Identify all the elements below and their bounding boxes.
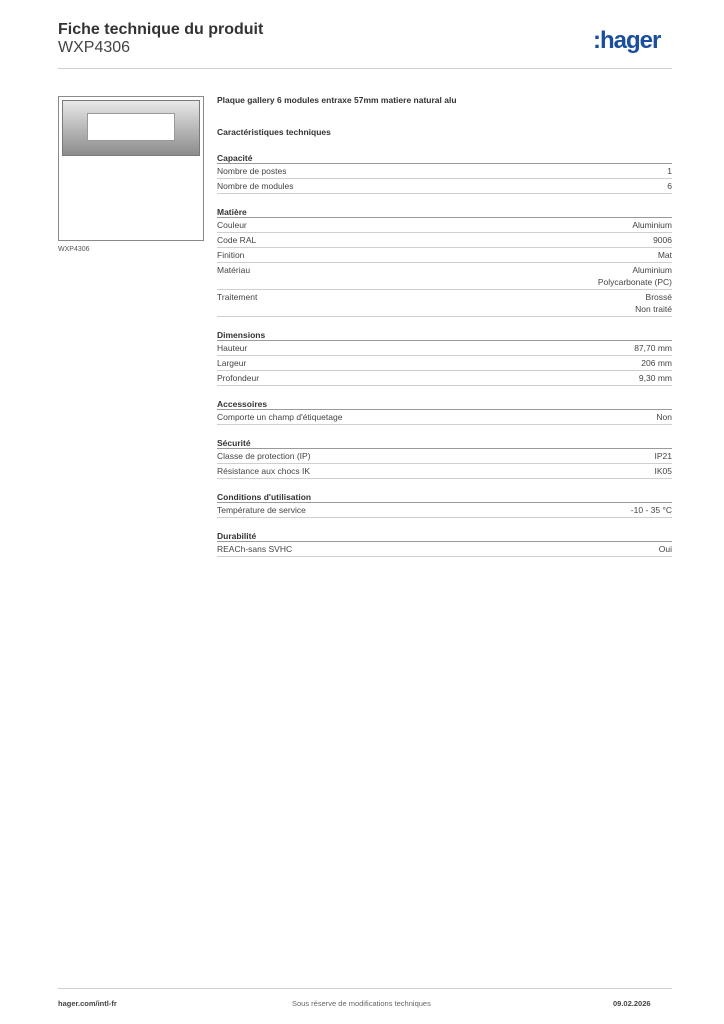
spec-value: Aluminium [632,220,672,230]
section-spacer [217,317,672,329]
header-divider [58,68,672,69]
spec-label: Classe de protection (IP) [217,451,311,461]
product-code: WXP4306 [58,39,131,56]
plate-opening [87,113,175,141]
characteristics-heading: Caractéristiques techniques [217,127,331,137]
spec-section [217,491,672,530]
spec-value: IK05 [654,466,672,476]
section-spacer [217,386,672,398]
product-image-caption: WXP4306 [58,246,90,253]
spec-value: -10 - 35 °C [630,505,672,515]
spec-row [217,290,672,317]
spec-section [217,152,672,206]
hager-logo [593,27,660,55]
spec-value: 206 mm [641,358,672,368]
spec-value: 9006 [653,235,672,245]
spec-value: 9,30 mm [638,373,672,383]
spec-value: Oui [658,544,672,554]
section-spacer [217,557,672,569]
spec-row [217,371,672,386]
plate-illustration [62,100,200,156]
spec-section [217,398,672,437]
spec-row [217,503,672,518]
section-title: Sécurité [217,437,672,449]
spec-value: Brossé Non traité [635,292,672,314]
product-description: Plaque gallery 6 modules entraxe 57mm matiere natural alu [217,95,457,105]
spec-section [217,437,672,491]
spec-section [217,530,672,569]
logo-colon: : [593,27,600,54]
spec-sections [217,152,672,569]
spec-row [217,164,672,179]
section-title: Conditions d'utilisation [217,491,672,503]
spec-section [217,206,672,329]
spec-label: Hauteur [217,343,248,353]
section-spacer [217,425,672,437]
spec-value: 87,70 mm [634,343,672,353]
footer-date: 09.02.2026 [613,999,651,1008]
spec-row [217,218,672,233]
spec-label: Matériau [217,265,251,275]
section-title: Durabilité [217,530,672,542]
spec-row [217,464,672,479]
spec-row [217,410,672,425]
spec-row [217,341,672,356]
spec-value: Aluminium Polycarbonate (PC) [597,265,672,287]
spec-label: Nombre de modules [217,181,294,191]
spec-label: Comporte un champ d'étiquetage [217,412,343,422]
spec-label: Couleur [217,220,247,230]
footer-disclaimer: Sous réserve de modifications techniques [292,999,431,1008]
section-title: Dimensions [217,329,672,341]
spec-row [217,179,672,194]
footer-website: hager.com/intl-fr [58,999,117,1008]
spec-row [217,233,672,248]
section-title: Accessoires [217,398,672,410]
spec-row [217,542,672,557]
spec-value: Non [656,412,672,422]
section-spacer [217,479,672,491]
spec-label: Code RAL [217,235,257,245]
spec-label: Résistance aux chocs IK [217,466,311,476]
spec-label: Traitement [217,292,258,302]
product-image [58,96,204,241]
logo-text: hager [600,27,661,54]
section-spacer [217,194,672,206]
specifications [217,95,672,569]
spec-section [217,329,672,398]
spec-label: Finition [217,250,245,260]
spec-label: Nombre de postes [217,166,287,176]
spec-row [217,356,672,371]
page-title: Fiche technique du produit [58,21,264,38]
spec-label: Température de service [217,505,306,515]
spec-label: Profondeur [217,373,260,383]
spec-value: 1 [667,166,672,176]
spec-label: REACh-sans SVHC [217,544,293,554]
footer-divider [58,988,672,989]
section-title: Capacité [217,152,672,164]
spec-value: 6 [667,181,672,191]
spec-value: Mat [657,250,672,260]
spec-label: Largeur [217,358,247,368]
spec-row [217,449,672,464]
section-title: Matière [217,206,672,218]
spec-value: IP21 [654,451,672,461]
spec-row [217,248,672,263]
spec-row [217,263,672,290]
section-spacer [217,518,672,530]
